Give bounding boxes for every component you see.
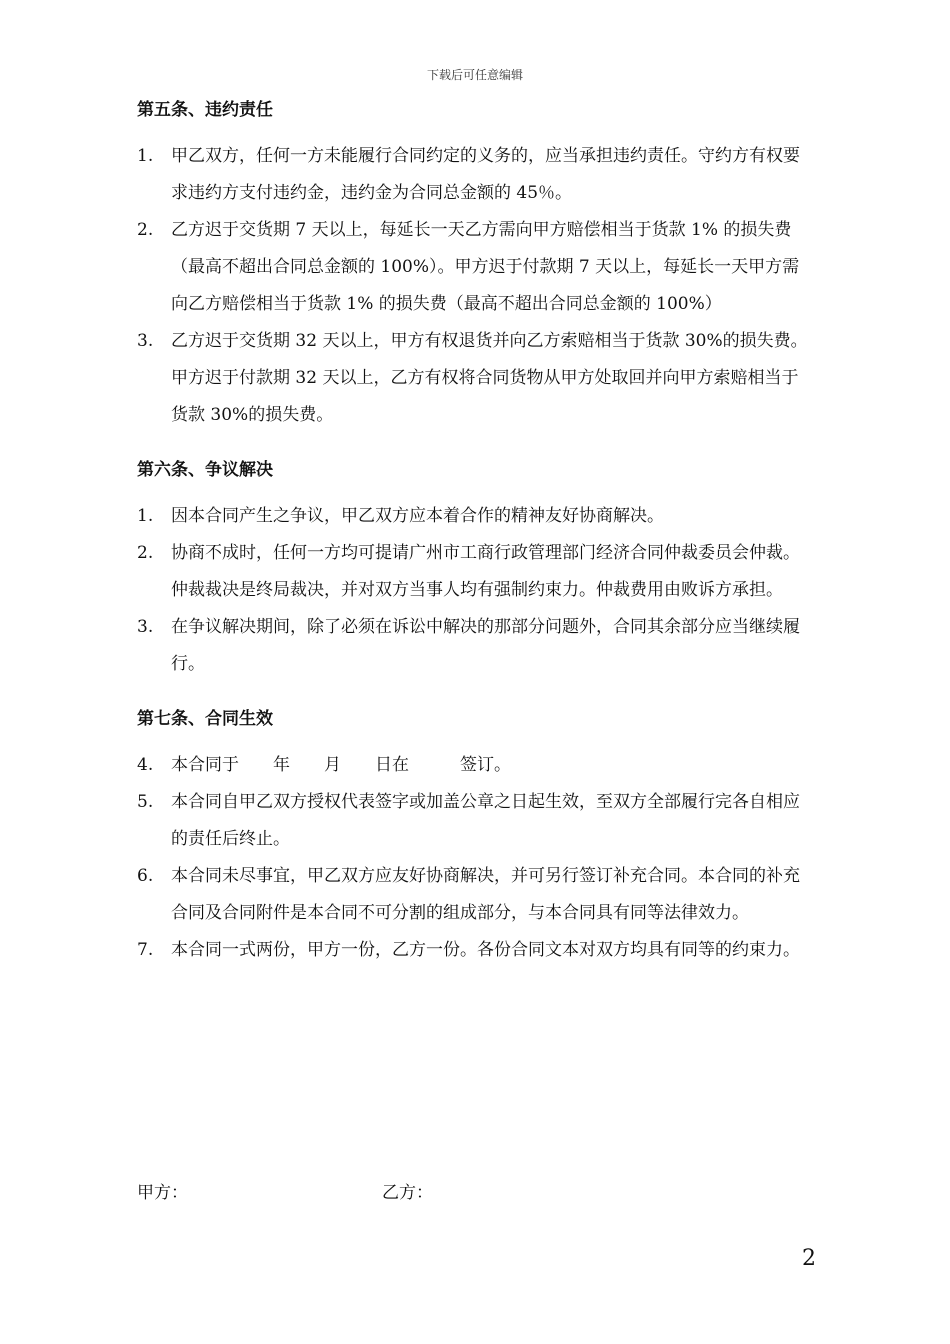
item-text: 本合同未尽事宜，甲乙双方应友好协商解决，并可另行签订补充合同。本合同的补充合同及合同附件是本合同不可分割的组成部分，与本合同具有同等法律效力。 bbox=[171, 866, 800, 923]
section-title: 第六条、争议解决 bbox=[137, 460, 273, 480]
section-breach-liability bbox=[137, 92, 815, 434]
item-text: 甲乙双方，任何一方未能履行合同约定的义务的，应当承担违约责任。守约方有权要求违约方支付违约金，违约金为合同总金额的 45％。 bbox=[171, 146, 800, 203]
item-number: 3. bbox=[137, 617, 154, 637]
list-item bbox=[137, 323, 815, 434]
item-number: 7. bbox=[137, 940, 154, 960]
party-a-signature-label: 甲方： bbox=[137, 1183, 188, 1203]
list-item bbox=[137, 212, 815, 323]
item-text: 本合同自甲乙双方授权代表签字或加盖公章之日起生效，至双方全部履行完各自相应的责任后终止。 bbox=[171, 792, 800, 849]
section-contract-effect bbox=[137, 701, 815, 969]
party-b-signature-label: 乙方： bbox=[382, 1183, 433, 1203]
list-item bbox=[137, 858, 815, 932]
item-text: 乙方迟于交货期 32 天以上，甲方有权退货并向乙方索赔相当于货款 30%的损失费。甲方迟于付款期 32 天以上，乙方有权将合同货物从甲方处取回并向甲方索赔相当于货款 30%的损失费。 bbox=[171, 331, 808, 425]
item-number: 3. bbox=[137, 331, 154, 351]
page-number: 2 bbox=[802, 1246, 816, 1271]
item-text: 本合同一式两份，甲方一份，乙方一份。各份合同文本对双方均具有同等的约束力。 bbox=[171, 940, 800, 960]
list-item bbox=[137, 138, 815, 212]
list-item bbox=[137, 535, 815, 609]
item-number: 1. bbox=[137, 506, 154, 526]
list-item bbox=[137, 498, 815, 535]
list-item bbox=[137, 747, 815, 784]
header-note: 下载后可任意编辑 bbox=[426, 68, 523, 82]
document-body bbox=[137, 92, 815, 987]
item-text: 本合同于 年 月 日在 签订。 bbox=[171, 755, 511, 775]
item-number: 2. bbox=[137, 543, 154, 563]
item-number: 2. bbox=[137, 220, 154, 240]
list-item bbox=[137, 609, 815, 683]
item-text: 因本合同产生之争议，甲乙双方应本着合作的精神友好协商解决。 bbox=[171, 506, 664, 526]
item-number: 6. bbox=[137, 866, 154, 886]
item-text: 协商不成时，任何一方均可提请广州市工商行政管理部门经济合同仲裁委员会仲裁。仲裁裁决是终局裁决，并对双方当事人均有强制约束力。仲裁费用由败诉方承担。 bbox=[171, 543, 800, 600]
section-title: 第七条、合同生效 bbox=[137, 709, 273, 729]
section-dispute-resolution bbox=[137, 452, 815, 683]
section-title: 第五条、违约责任 bbox=[137, 100, 273, 120]
item-number: 1. bbox=[137, 146, 154, 166]
item-text: 在争议解决期间，除了必须在诉讼中解决的那部分问题外，合同其余部分应当继续履行。 bbox=[171, 617, 800, 674]
item-number: 4. bbox=[137, 755, 154, 775]
item-number: 5. bbox=[137, 792, 154, 812]
item-text: 乙方迟于交货期 7 天以上，每延长一天乙方需向甲方赔偿相当于货款 1% 的损失费（最高不超出合同总金额的 100%）。甲方迟于付款期 7 天以上，每延长一天甲方需向乙方赔偿相当于货款 1% 的损失费（最高不超出合同总金额的 100%） bbox=[171, 220, 800, 314]
list-item bbox=[137, 784, 815, 858]
list-item bbox=[137, 932, 815, 969]
